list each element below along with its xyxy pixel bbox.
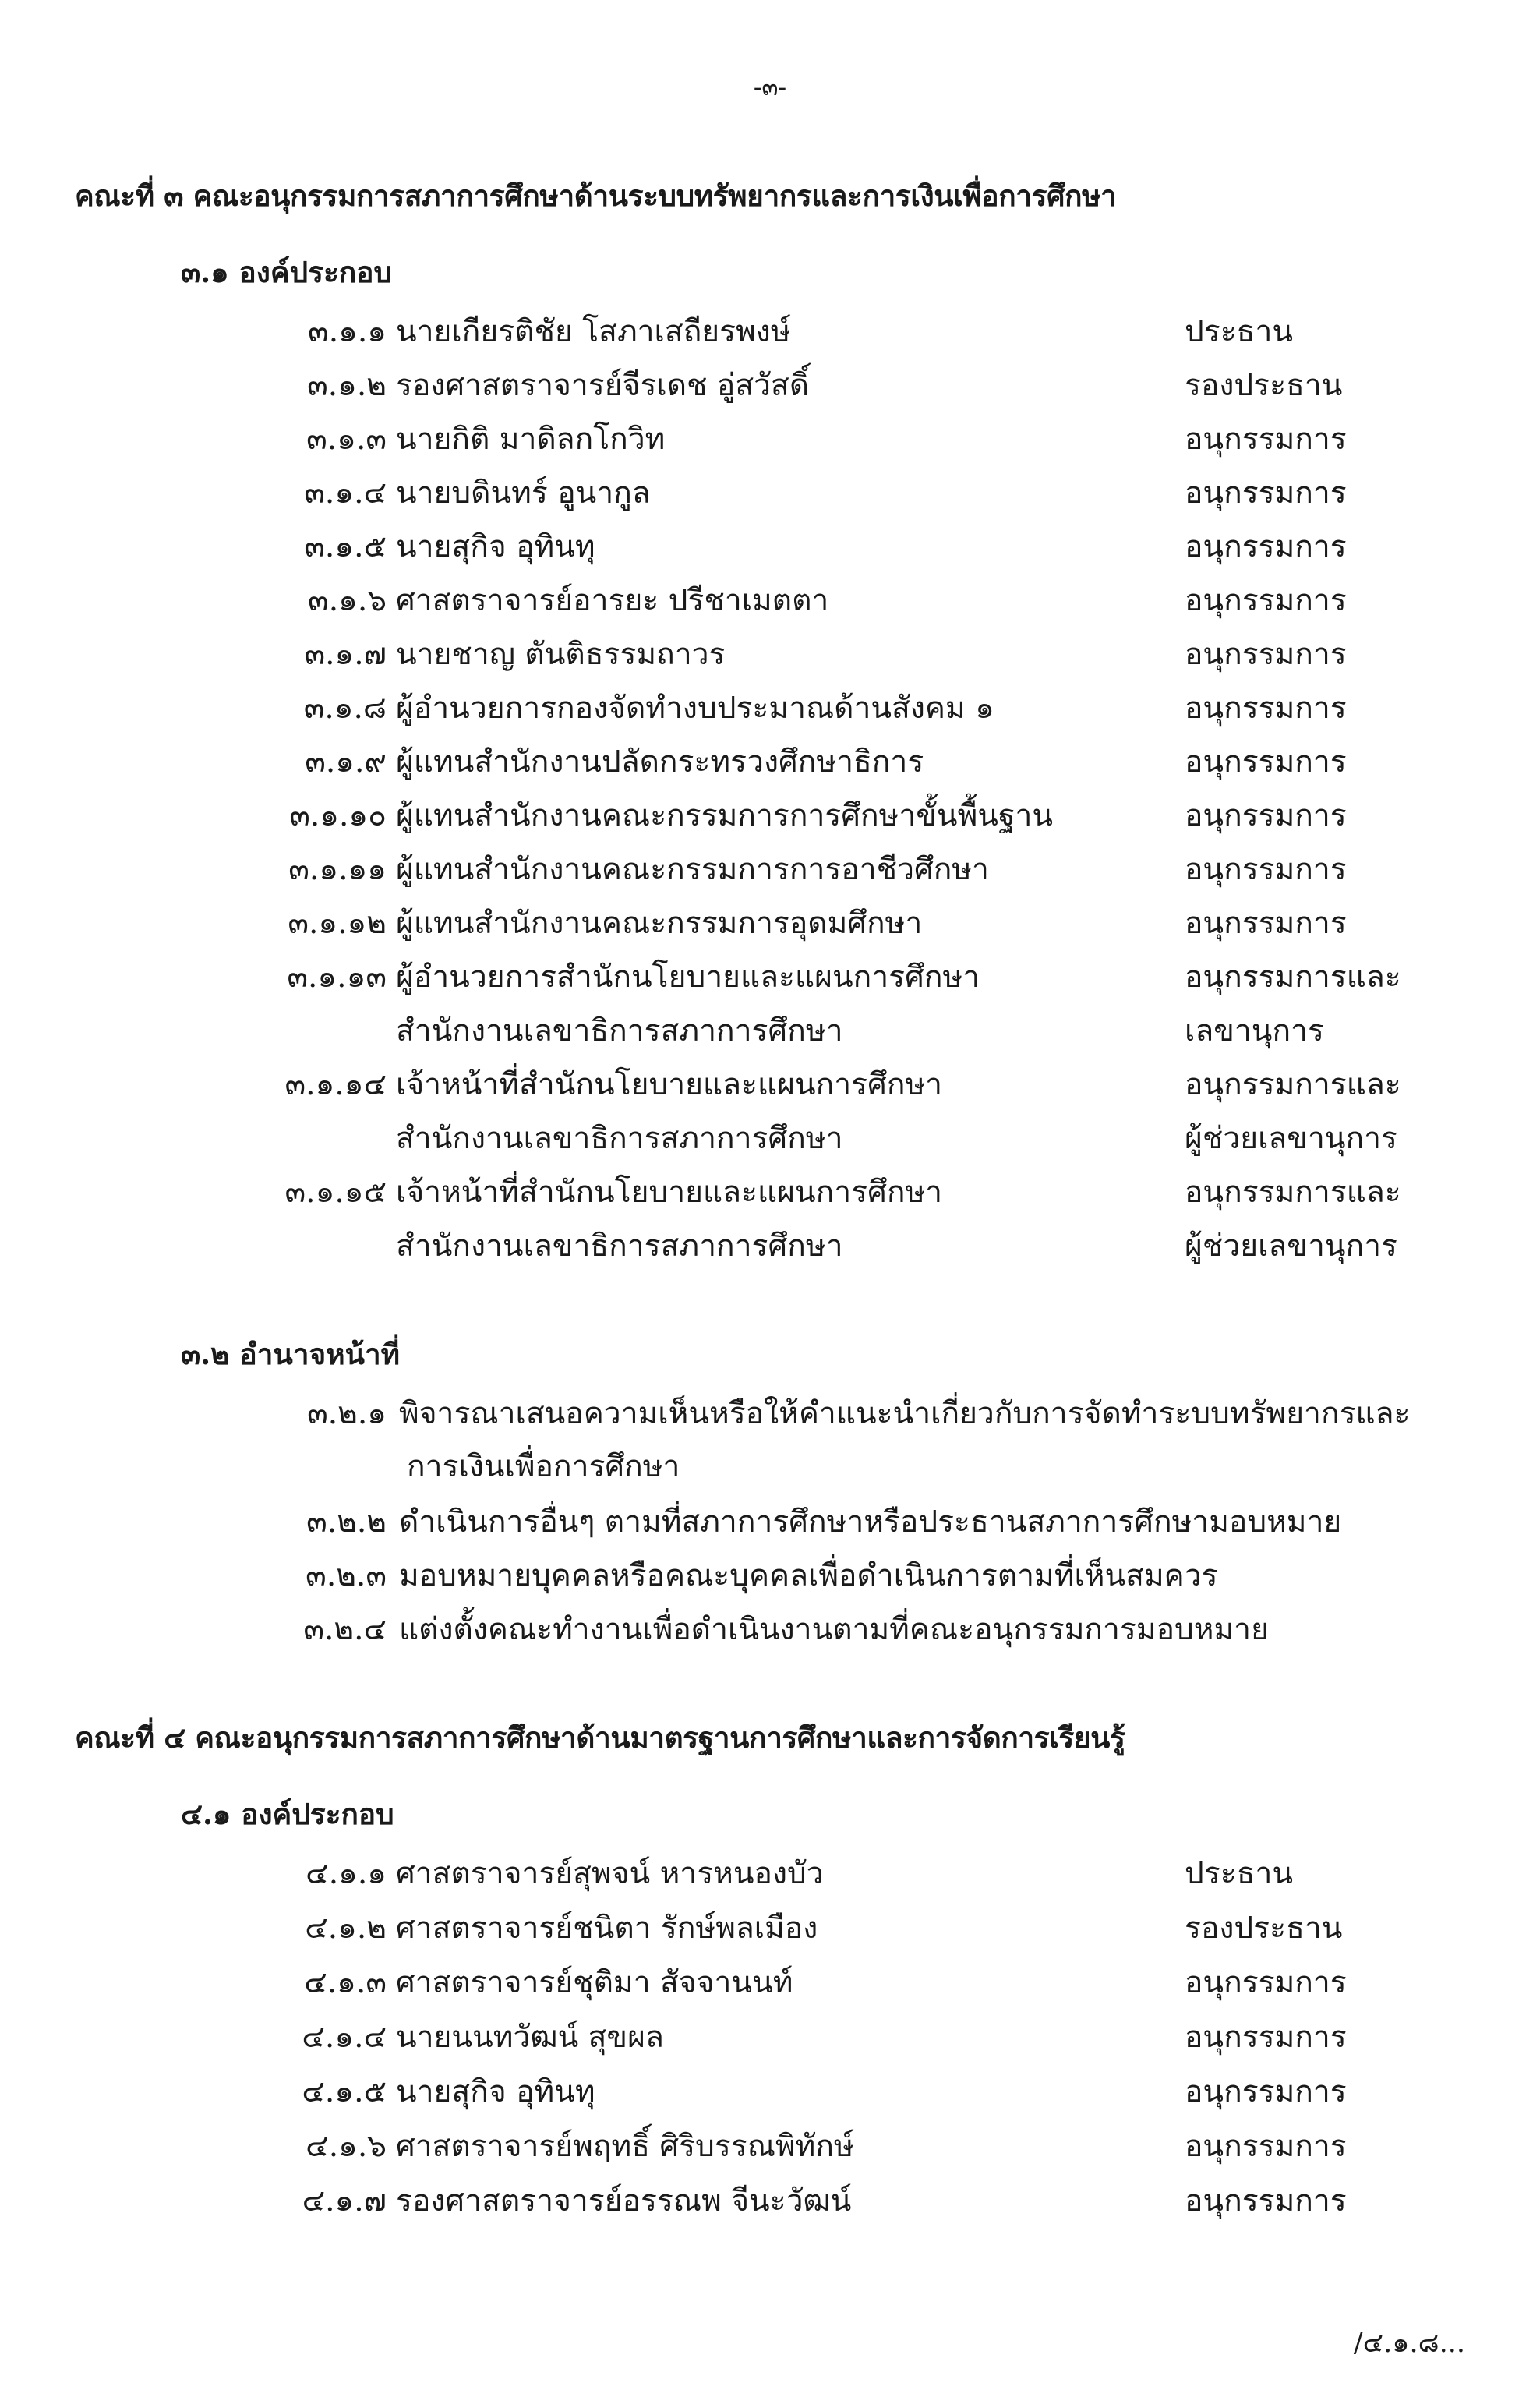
page-number: -๓- <box>753 73 787 101</box>
member-number: ๓.๑.๙ <box>305 744 387 780</box>
member-name: นายนนทวัฒน์ สุขผล <box>396 2020 664 2055</box>
member-row-continuation <box>0 1222 1540 1268</box>
member-role-line2: ผู้ช่วยเลขานุการ <box>1185 1121 1397 1156</box>
member-name: ศาสตราจารย์พฤทธิ์ ศิริบรรณพิทักษ์ <box>396 2129 854 2164</box>
member-row <box>0 576 1540 623</box>
member-row <box>0 522 1540 569</box>
member-row <box>0 468 1540 515</box>
member-row <box>0 630 1540 677</box>
member-role: รองประธาน <box>1185 368 1343 403</box>
member-row <box>0 953 1540 999</box>
member-name-line2: สำนักงานเลขาธิการสภาการศึกษา <box>396 1013 843 1048</box>
member-row <box>0 2176 1540 2223</box>
member-role: อนุกรรมการ <box>1185 422 1347 457</box>
duty-number: ๓.๒.๒ <box>306 1504 387 1540</box>
member-number: ๓.๑.๒ <box>307 368 387 403</box>
member-role-line2: ผู้ช่วยเลขานุการ <box>1185 1229 1397 1264</box>
member-number: ๓.๑.๔ <box>304 476 387 511</box>
member-role: อนุกรรมการ <box>1185 637 1347 672</box>
member-number: ๓.๑.๕ <box>304 529 387 564</box>
member-name: ผู้อำนวยการสำนักนโยบายและแผนการศึกษา <box>396 960 980 995</box>
member-number: ๓.๑.๑๒ <box>288 906 387 941</box>
member-number: ๔.๑.๗ <box>302 2183 387 2219</box>
member-number: ๓.๑.๘ <box>303 691 387 726</box>
member-role: อนุกรรมการ <box>1185 583 1347 618</box>
member-name: ผู้แทนสำนักงานคณะกรรมการการอาชีวศึกษา <box>396 852 989 887</box>
member-row <box>0 2013 1540 2059</box>
member-name: ศาสตราจารย์ชนิตา รักษ์พลเมือง <box>396 1911 818 1946</box>
member-number: ๔.๑.๑ <box>306 1856 387 1891</box>
committee-4-composition-heading: ๔.๑ องค์ประกอบ <box>181 1797 394 1831</box>
member-row-continuation <box>0 1006 1540 1053</box>
member-name: นายสุกิจ อุทินทุ <box>396 529 595 564</box>
member-name: นายสุกิจ อุทินทุ <box>396 2074 595 2109</box>
member-number: ๓.๑.๑๑ <box>288 852 387 887</box>
member-number: ๔.๑.๓ <box>304 1965 387 2000</box>
member-name: ศาสตราจารย์สุพจน์ หารหนองบัว <box>396 1856 824 1891</box>
member-number: ๓.๑.๗ <box>304 637 387 672</box>
member-name: รองศาสตราจารย์อรรณพ จีนะวัฒน์ <box>396 2183 852 2219</box>
duty-text: มอบหมายบุคคลหรือคณะบุคคลเพื่อดำเนินการตามที่เห็นสมควร <box>399 1558 1218 1593</box>
member-name: นายเกียรติชัย โสภาเสถียรพงษ์ <box>396 314 791 349</box>
member-role: ประธาน <box>1185 1856 1294 1891</box>
member-number: ๓.๑.๑๓ <box>287 960 387 995</box>
member-number: ๓.๑.๑๐ <box>289 798 387 833</box>
member-row <box>0 791 1540 838</box>
member-row <box>0 1904 1540 1950</box>
member-row <box>0 415 1540 461</box>
member-row <box>0 899 1540 946</box>
committee-3-title: คณะที่ ๓ คณะอนุกรรมการสภาการศึกษาด้านระบบทรัพยากรและการเงินเพื่อการศึกษา <box>75 179 1117 213</box>
member-name: ศาสตราจารย์ชุติมา สัจจานนท์ <box>396 1965 793 2000</box>
member-role: ประธาน <box>1185 314 1294 349</box>
member-role: อนุกรรมการ <box>1185 2020 1347 2055</box>
duty-text-line2: การเงินเพื่อการศึกษา <box>407 1449 680 1484</box>
member-name: ผู้แทนสำนักงานปลัดกระทรวงศึกษาธิการ <box>396 744 924 780</box>
member-name: ผู้อำนวยการกองจัดทำงบประมาณด้านสังคม ๑ <box>396 691 994 726</box>
member-row <box>0 684 1540 730</box>
member-row <box>0 1958 1540 2005</box>
member-role: อนุกรรมการ <box>1185 529 1347 564</box>
member-row <box>0 2122 1540 2169</box>
duty-number: ๓.๒.๔ <box>303 1612 387 1647</box>
member-name: เจ้าหน้าที่สำนักนโยบายและแผนการศึกษา <box>396 1175 943 1210</box>
member-row <box>0 1849 1540 1896</box>
member-number: ๔.๑.๕ <box>302 2074 387 2109</box>
member-role: รองประธาน <box>1185 1911 1343 1946</box>
member-role: อนุกรรมการและ <box>1185 1067 1401 1102</box>
duty-text: ดำเนินการอื่นๆ ตามที่สภาการศึกษาหรือประธานสภาการศึกษามอบหมาย <box>399 1504 1342 1540</box>
member-number: ๔.๑.๖ <box>306 2129 387 2164</box>
member-name: ผู้แทนสำนักงานคณะกรรมการอุดมศึกษา <box>396 906 923 941</box>
member-row <box>0 2067 1540 2114</box>
member-number: ๓.๑.๑ <box>308 314 387 349</box>
member-row <box>0 307 1540 354</box>
member-name: นายชาญ ตันติธรรมถาวร <box>396 637 726 672</box>
member-role: อนุกรรมการ <box>1185 2183 1347 2219</box>
committee-3-duties-heading: ๓.๒ อำนาจหน้าที่ <box>181 1337 401 1371</box>
member-row <box>0 845 1540 892</box>
member-role: อนุกรรมการ <box>1185 691 1347 726</box>
member-number: ๓.๑.๑๕ <box>284 1175 387 1210</box>
member-role: อนุกรรมการ <box>1185 1965 1347 2000</box>
committee-4-title: คณะที่ ๔ คณะอนุกรรมการสภาการศึกษาด้านมาตรฐานการศึกษาและการจัดการเรียนรู้ <box>75 1720 1125 1755</box>
member-number: ๔.๑.๔ <box>302 2020 387 2055</box>
member-name: รองศาสตราจารย์จีรเดช อู่สวัสดิ์ <box>396 368 810 403</box>
member-row <box>0 1168 1540 1214</box>
member-row-continuation <box>0 1114 1540 1161</box>
member-role: อนุกรรมการ <box>1185 2074 1347 2109</box>
member-role: อนุกรรมการ <box>1185 2129 1347 2164</box>
member-role: อนุกรรมการ <box>1185 476 1347 511</box>
member-number: ๔.๑.๒ <box>305 1911 387 1946</box>
member-role: อนุกรรมการและ <box>1185 1175 1401 1210</box>
member-name: ศาสตราจารย์อารยะ ปรีชาเมตตา <box>396 583 829 618</box>
member-name-line2: สำนักงานเลขาธิการสภาการศึกษา <box>396 1121 843 1156</box>
member-row <box>0 737 1540 784</box>
duty-number: ๓.๒.๓ <box>306 1558 387 1593</box>
member-name: นายบดินทร์ อูนากูล <box>396 476 651 511</box>
member-row <box>0 1060 1540 1107</box>
duty-number: ๓.๒.๑ <box>307 1396 387 1431</box>
member-role-line2: เลขานุการ <box>1185 1013 1324 1048</box>
member-role: อนุกรรมการ <box>1185 798 1347 833</box>
member-role: อนุกรรมการ <box>1185 852 1347 887</box>
member-row <box>0 361 1540 408</box>
committee-3-composition-heading: ๓.๑ องค์ประกอบ <box>181 255 392 289</box>
duty-text: พิจารณาเสนอความเห็นหรือให้คำแนะนำเกี่ยวกับการจัดทำระบบทรัพยากรและ <box>399 1396 1411 1431</box>
member-role: อนุกรรมการ <box>1185 744 1347 780</box>
member-number: ๓.๑.๑๔ <box>284 1067 387 1102</box>
member-name: นายกิติ มาดิลกโกวิท <box>396 422 666 457</box>
duty-text: แต่งตั้งคณะทำงานเพื่อดำเนินงานตามที่คณะอนุกรรมการมอบหมาย <box>399 1612 1269 1647</box>
member-number: ๓.๑.๖ <box>308 583 387 618</box>
continuation-marker: /๔.๑.๘... <box>1353 2328 1465 2359</box>
member-name: ผู้แทนสำนักงานคณะกรรมการการศึกษาขั้นพื้นฐาน <box>396 798 1054 833</box>
member-number: ๓.๑.๓ <box>306 422 387 457</box>
member-role: อนุกรรมการ <box>1185 906 1347 941</box>
member-name-line2: สำนักงานเลขาธิการสภาการศึกษา <box>396 1229 843 1264</box>
member-role: อนุกรรมการและ <box>1185 960 1401 995</box>
member-name: เจ้าหน้าที่สำนักนโยบายและแผนการศึกษา <box>396 1067 943 1102</box>
